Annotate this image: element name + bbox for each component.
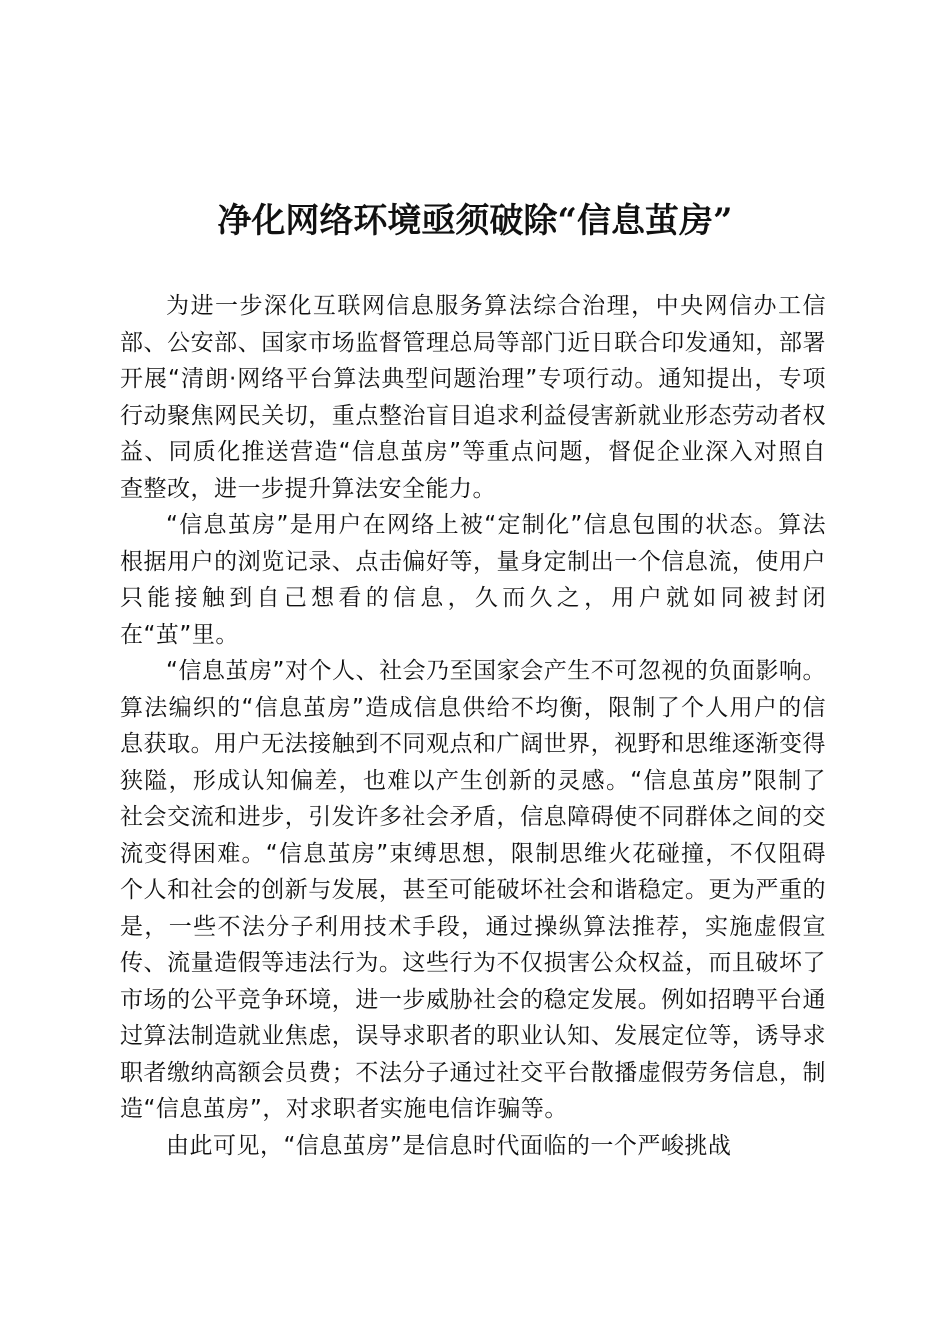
- paragraph-1: 为进一步深化互联网信息服务算法综合治理，中央网信办工信部、公安部、国家市场监督管理总局等部门近日联合印发通知，部署开展“清朗·网络平台算法典型问题治理”专项行动。通知提出，专项行动聚焦网民关切，重点整治盲目追求利益侵害新就业形态劳动者权益、同质化推送营造“信息茧房”等重点问题，督促企业深入对照自查整改，进一步提升算法安全能力。: [120, 293, 826, 502]
- document-title: 净化网络环境亟须破除“信息茧房”: [217, 201, 733, 241]
- paragraph-4: 由此可见，“信息茧房”是信息时代面临的一个严峻挑战: [166, 1132, 732, 1159]
- document-body: [120, 288, 826, 1164]
- paragraph-2: “信息茧房”是用户在网络上被“定制化”信息包围的状态。算法根据用户的浏览记录、点击偏好等，量身定制出一个信息流，使用户只能接触到自己想看的信息，久而久之，用户就如同被封闭在“茧”里。: [120, 512, 826, 648]
- paragraph-3: “信息茧房”对个人、社会乃至国家会产生不可忽视的负面影响。算法编织的“信息茧房”造成信息供给不均衡，限制了个人用户的信息获取。用户无法接触到不同观点和广阔世界，视野和思维逐渐变得狭隘，形成认知偏差，也难以产生创新的灵感。“信息茧房”限制了社会交流和进步，引发许多社会矛盾，信息障碍使不同群体之间的交流变得困难。“信息茧房”束缚思想，限制思维火花碰撞，不仅阻碍个人和社会的创新与发展，甚至可能破坏社会和谐稳定。更为严重的是，一些不法分子利用技术手段，通过操纵算法推荐，实施虚假宣传、流量造假等违法行为。这些行为不仅损害公众权益，而且破坏了市场的公平竞争环境，进一步威胁社会的稳定发展。例如招聘平台通过算法制造就业焦虑，误导求职者的职业认知、发展定位等，诱导求职者缴纳高额会员费；不法分子通过社交平台散播虚假劳务信息，制造“信息茧房”，对求职者实施电信诈骗等。: [120, 658, 826, 1122]
